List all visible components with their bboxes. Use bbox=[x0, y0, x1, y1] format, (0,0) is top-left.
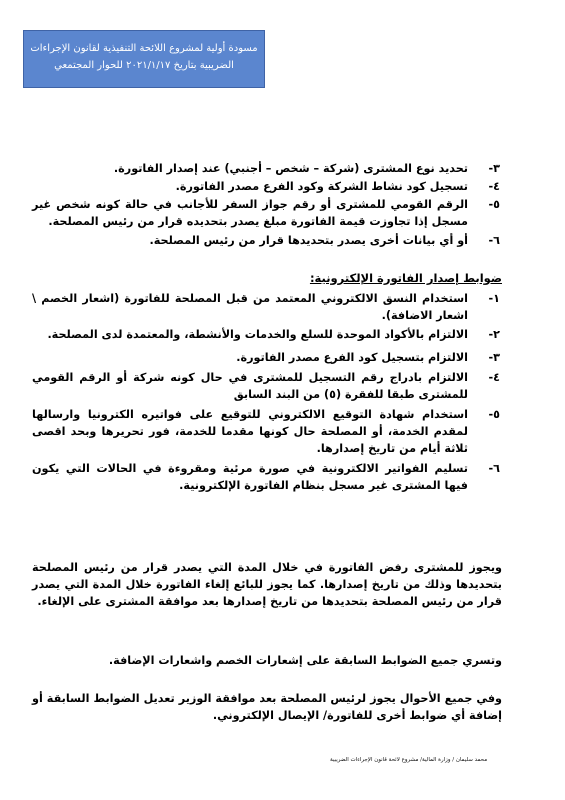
list-item bbox=[32, 406, 502, 457]
item-text: الالتزام بتسجيل كود الفرع مصدر الفاتورة. bbox=[236, 351, 468, 364]
item-text: تسليم الفواتير الالكترونية في صورة مرئية ومقروءة في الحالات التي يكون فيها المشترى غير مسجل بنظام الفاتورة الإلكترونية. bbox=[32, 462, 468, 492]
list-item bbox=[32, 290, 502, 324]
list-item bbox=[32, 232, 502, 249]
invoice-rules-list bbox=[32, 290, 502, 494]
item-text: استخدام شهادة التوقيع الالكتروني للتوقيع على فواتيره الكترونيا وارسالها لمقدم الخدمة، أو المصلحة حال كونها مقدما للخدمة، فور تحريرها وبحد اقصى ثلاثة أيام من تاريخ إصدارها. bbox=[32, 408, 468, 455]
item-number: ١- bbox=[488, 292, 500, 305]
item-text: تحديد نوع المشترى (شركة – شخص – أجنبي) عند إصدار الفاتورة. bbox=[113, 162, 468, 175]
item-number: ٦- bbox=[488, 462, 500, 475]
item-number: ٣- bbox=[488, 162, 500, 175]
item-number: ٦- bbox=[488, 234, 500, 247]
list-item bbox=[32, 178, 502, 195]
item-text: الالتزام بالأكواد الموحدة للسلع والخدمات والأنشطة، والمعتمدة لدى المصلحة. bbox=[47, 328, 468, 341]
amendment-paragraph: وفي جميع الأحوال يجوز لرئيس المصلحة بعد موافقة الوزير تعديل الضوابط السابقة أو إضافة أي ضوابط أخرى للفاتورة/ الإيصال الإلكتروني. bbox=[32, 692, 502, 723]
list-item bbox=[32, 460, 502, 494]
item-number: ٣- bbox=[488, 351, 500, 364]
item-number: ٥- bbox=[488, 408, 500, 421]
item-number: ٤- bbox=[488, 180, 500, 193]
section-heading: ضوابط إصدار الفاتورة الإلكترونية: bbox=[309, 271, 502, 285]
notices-paragraph: وتسري جميع الضوابط السابقة على إشعارات الخصم واشعارات الإضافة. bbox=[108, 654, 502, 668]
draft-notice-box bbox=[23, 30, 265, 88]
item-number: ٢- bbox=[488, 328, 500, 341]
buyer-data-list bbox=[32, 160, 502, 249]
item-text: أو أي بيانات أخرى يصدر بتحديدها قرار من رئيس المصلحة. bbox=[149, 234, 468, 247]
list-item bbox=[32, 349, 502, 366]
list-item bbox=[32, 369, 502, 403]
draft-notice-line1: مسودة أولية لمشروع اللائحة التنفيذية لقانون الإجراءات bbox=[30, 43, 258, 54]
list-item bbox=[32, 196, 502, 230]
item-text: الالتزام بادراج رقم التسجيل للمشترى في حال كونه شركة أو الرقم القومي للمشترى طبقا للفقرة (٥) من البند السابق bbox=[32, 371, 468, 401]
item-text: تسجيل كود نشاط الشركة وكود الفرع مصدر الفاتورة. bbox=[175, 180, 468, 193]
draft-notice-line2: الضريبية بتاريخ ٢٠٢١/١/١٧ للحوار المجتمعي bbox=[54, 60, 234, 71]
rejection-paragraph: ويجوز للمشترى رفض الفاتورة في خلال المدة التي يصدر قرار من رئيس المصلحة بتحديدها وذلك من تاريخ إصدارها. كما يجوز للبائع إلغاء الفاتورة خلال المدة التي يصدر قرار من رئيس المصلحة بتحديدها من تاريخ إصدارها بعد موافقة المشترى على الإلغاء. bbox=[32, 561, 502, 609]
item-number: ٤- bbox=[488, 371, 500, 384]
page-footer: محمد سليمان / وزارة المالية/ مشروع لائحة قانون الإجراءات الضريبية bbox=[330, 757, 488, 763]
item-text: الرقم القومي للمشترى أو رقم جواز السفر للأجانب في حالة كونه شخص غير مسجل إذا تجاوزت قيمة الفاتورة مبلغ يصدر بتحديده قرار من رئيس المصلحة. bbox=[32, 198, 468, 228]
list-item bbox=[32, 160, 502, 177]
list-item bbox=[32, 326, 502, 343]
item-text: استخدام النسق الالكتروني المعتمد من قبل المصلحة للفاتورة (اشعار الخصم \ اشعار الاضافة). bbox=[32, 292, 468, 322]
item-number: ٥- bbox=[488, 198, 500, 211]
